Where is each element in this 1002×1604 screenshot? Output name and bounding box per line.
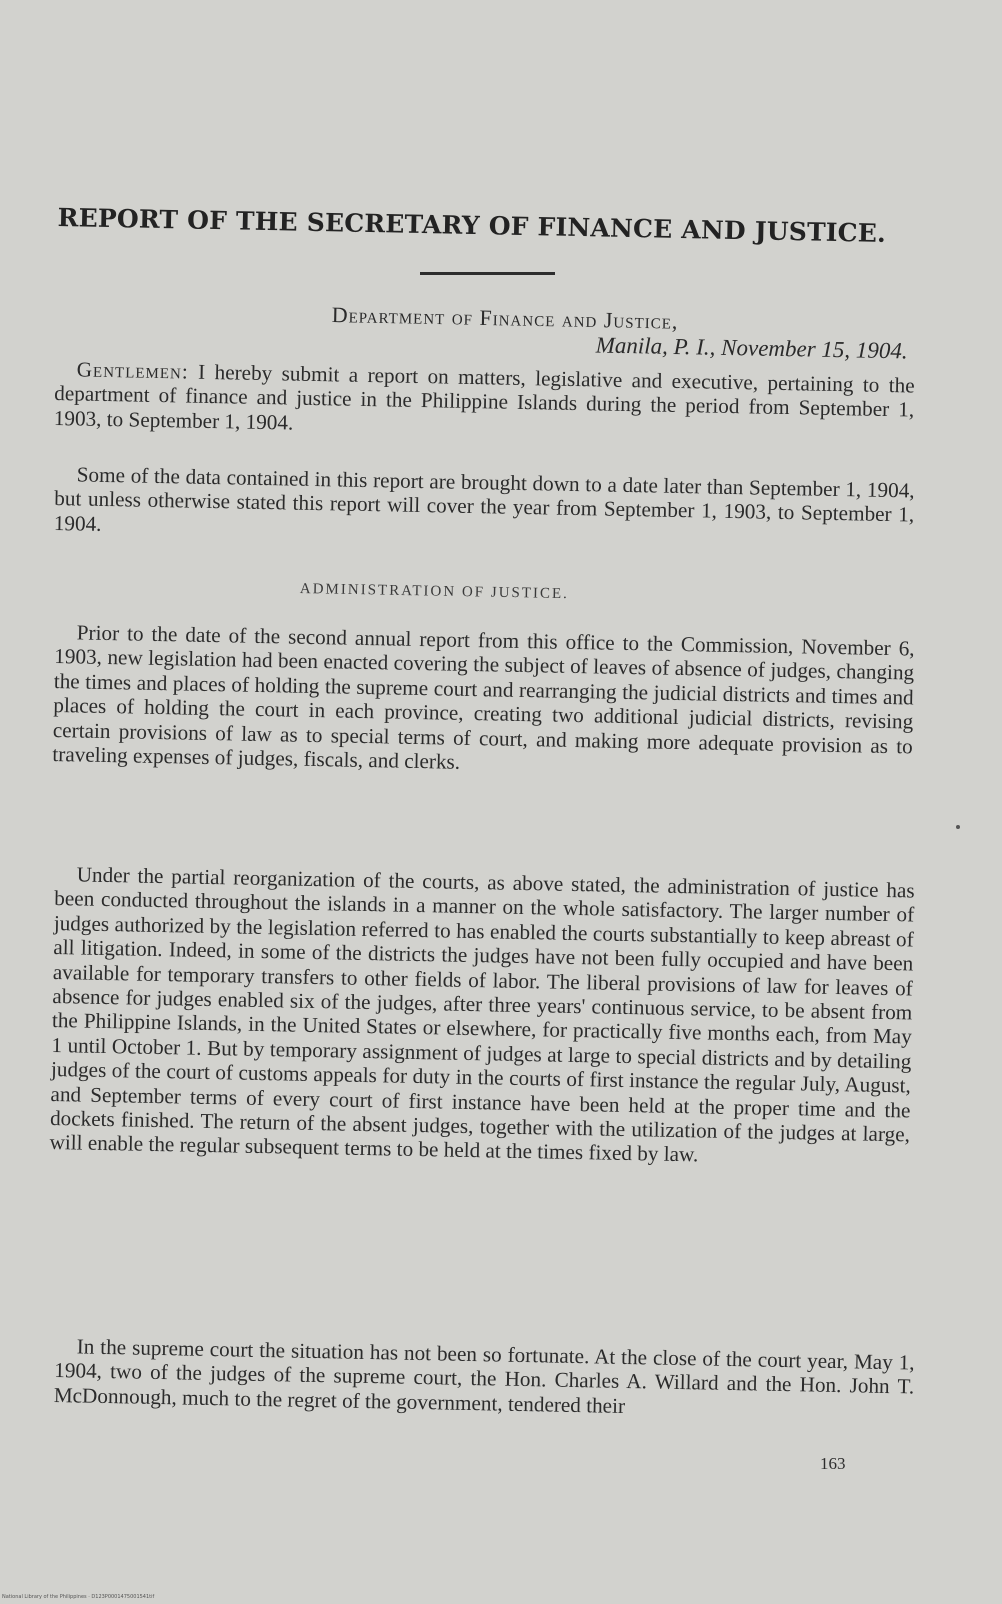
paragraph-4-block (49, 862, 914, 1171)
scan-credit: National Library of the Philippines · D123P0001475001541tif (2, 1594, 155, 1600)
salutation: Gentlemen: (76, 357, 189, 384)
dateline: Manila, P. I., November 15, 1904. (595, 332, 908, 364)
section-heading: ADMINISTRATION OF JUSTICE. (299, 581, 570, 603)
page-number: 163 (820, 1454, 846, 1473)
paragraph-3: Prior to the date of the second annual report from this office to the Commission, November 6, 1903, new legislation had been enacted covering the subject of leaves of absence of judges, changing the times and places of holding the supreme court and rearranging the judicial districts and times and places of holding the court in each province, creating two additional judicial districts, revising certain provisions of law as to special terms of court, and making more adequate provision as to traveling expenses of judges, fiscals, and clerks. (52, 620, 915, 774)
title-rule (420, 272, 555, 275)
paragraph-1-block (54, 357, 915, 447)
department-line: Department of Finance and Justice, (331, 302, 679, 334)
paragraph-1-text: I hereby submit a report on matters, legislative and executive, pertaining to the department of finance and justice in the Philippine Islands during the period from September 1, 1903, to September 1, 1904. (53, 359, 915, 435)
paragraph-2-block (54, 462, 915, 552)
paragraph-5-block (54, 1334, 915, 1424)
paragraph-4: Under the partial reorganization of the courts, as above stated, the administration of justice has been conducted throughout the islands in a manner on the whole satisfactory. The larger number of judges authorized by the legislation referred to has enabled the courts substantially to keep abreast of all litigation. Indeed, in some of the districts the judges have not been fully occupied and have been available for temporary transfers to other fields of labor. The liberal provisions of law for leaves of absence for judges enabled six of the judges, after three years' continuous service, to be absent from the Philippine Islands, in the United States or elsewhere, for practically five months each, from May 1 until October 1. But by temporary assignment of judges at large to special districts and by detailing judges of the court of customs appeals for duty in the courts of first instance the regular July, August, and September terms of every court of first instance have been held at the proper time and the dockets finished. The return of the absent judges, together with the utilization of the judges at large, will enable the regular subsequent terms to be held at the times fixed by law. (49, 862, 915, 1167)
paragraph-5: In the supreme court the situation has not been so fortunate. At the close of the court year, May 1, 1904, two of the judges of the supreme court, the Hon. Charles A. Willard and the Hon. John T. McDonnough, much to the regret of the government, tendered their (53, 1334, 915, 1418)
margin-speck (956, 825, 960, 829)
paragraph-2: Some of the data contained in this report are brought down to a date later than September 1, 1904, but unless otherwise stated this report will cover the year from September 1, 1903, to September 1, 1904. (53, 462, 915, 536)
paragraph-1 (54, 357, 915, 447)
paragraph-3-block (52, 620, 915, 783)
report-title: REPORT OF THE SECRETARY OF FINANCE AND JUSTICE. (57, 203, 887, 248)
